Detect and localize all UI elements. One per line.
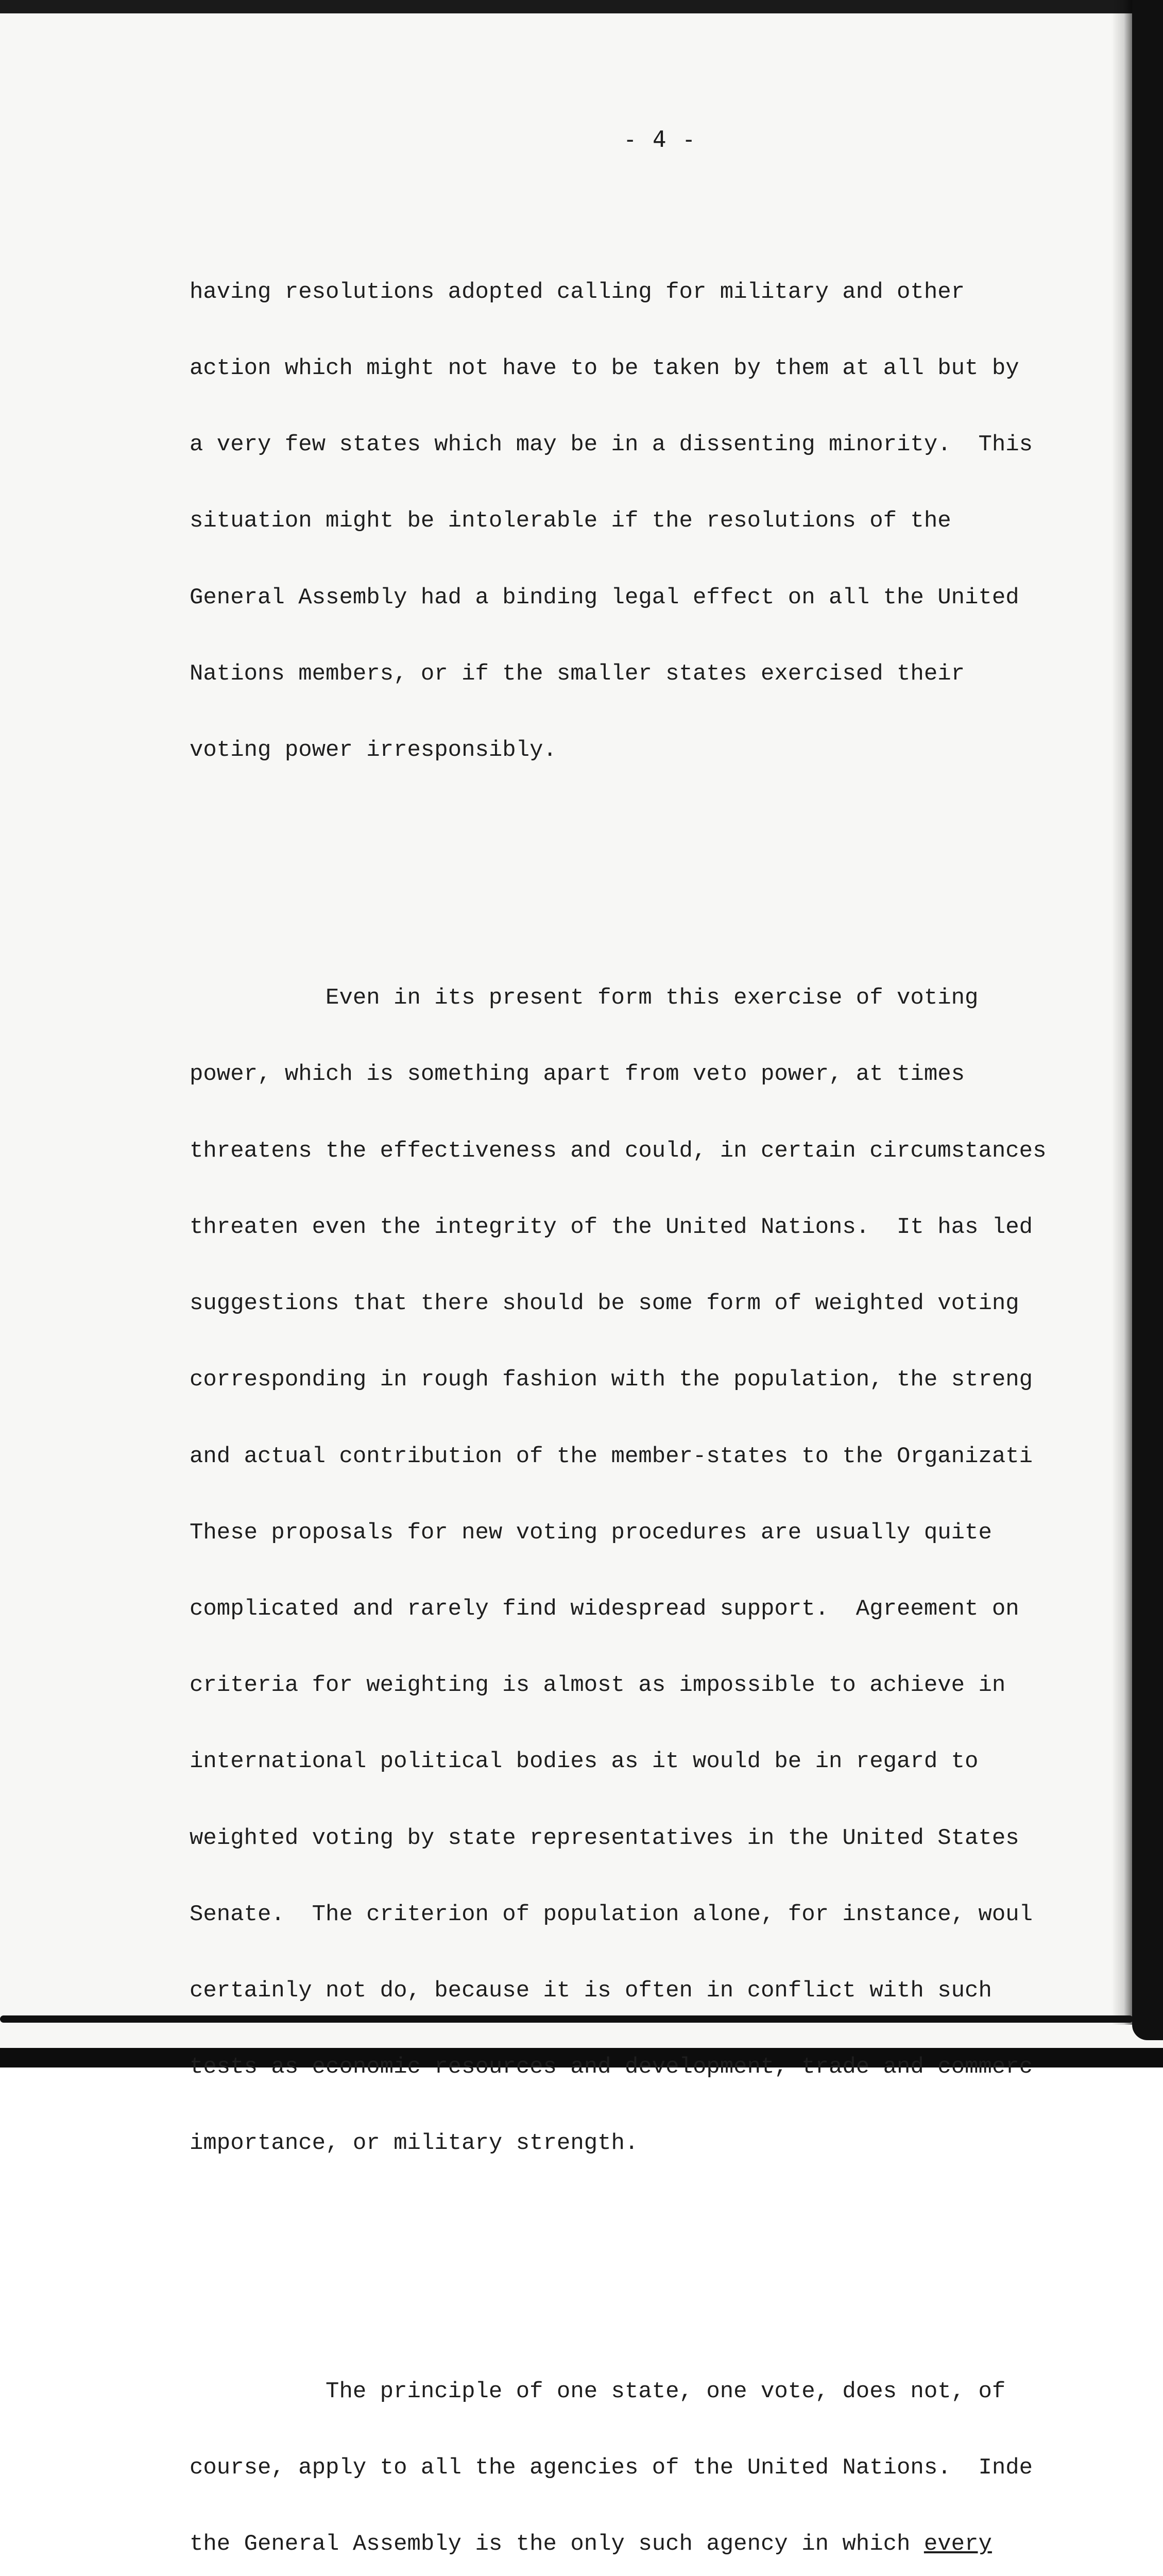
text-line: importance, or military strength.	[190, 2130, 639, 2157]
text-line: General Assembly had a binding legal effect on all the United	[190, 584, 1019, 611]
paragraph-2	[190, 935, 1132, 2207]
text-line: threaten even the integrity of the United Nations. It has led	[190, 1214, 1033, 1240]
text-line: international political bodies as it would be in regard to	[190, 1749, 979, 1775]
paragraph-1	[190, 229, 1132, 814]
text-line: power, which is something apart from veto power, at times	[190, 1061, 965, 1088]
text-line	[190, 2532, 1132, 2557]
body-text	[190, 178, 1132, 2576]
text-line: The principle of one state, one vote, does not, of	[190, 2378, 1006, 2404]
text-segment: the General Assembly is the only such agency in which	[190, 2531, 924, 2557]
text-line: These proposals for new voting procedures are usually quite	[190, 1519, 992, 1546]
text-line: suggestions that there should be some form of weighted voting	[190, 1291, 1019, 1317]
text-line: complicated and rarely find widespread support. Agreement on	[190, 1596, 1019, 1622]
text-line: Nations members, or if the smaller states exercised their	[190, 660, 965, 687]
text-line: corresponding in rough fashion with the population, the streng	[190, 1367, 1033, 1393]
text-line: and actual contribution of the member-states to the Organizati	[190, 1443, 1033, 1469]
text-line: tests as economic resources and development, trade and commerc	[190, 2054, 1033, 2080]
text-line: having resolutions adopted calling for military and other	[190, 279, 965, 305]
paragraph-3	[190, 2328, 1132, 2576]
text-line: criteria for weighting is almost as impossible to achieve in	[190, 1672, 1006, 1699]
text-line: weighted voting by state representatives in the United States	[190, 1825, 1019, 1851]
page-number: - 4 -	[623, 126, 697, 152]
scan-top-edge	[0, 0, 1163, 13]
text-line: Even in its present form this exercise of voting	[190, 985, 979, 1011]
text-line: certainly not do, because it is often in conflict with such	[190, 1978, 992, 2004]
scan-right-edge	[1132, 0, 1163, 2040]
text-line: action which might not have to be taken by them at all but by	[190, 355, 1019, 381]
text-line: Senate. The criterion of population alone, for instance, woul	[190, 1901, 1033, 1927]
underlined-word: every	[923, 2531, 992, 2557]
text-line: a very few states which may be in a dissenting minority. This	[190, 432, 1033, 458]
text-line: voting power irresponsibly.	[190, 737, 557, 763]
text-line: situation might be intolerable if the resolutions of the	[190, 508, 951, 534]
text-line: threatens the effectiveness and could, in certain circumstances	[190, 1138, 1047, 1164]
text-line: course, apply to all the agencies of the United Nations. Inde	[190, 2454, 1033, 2481]
